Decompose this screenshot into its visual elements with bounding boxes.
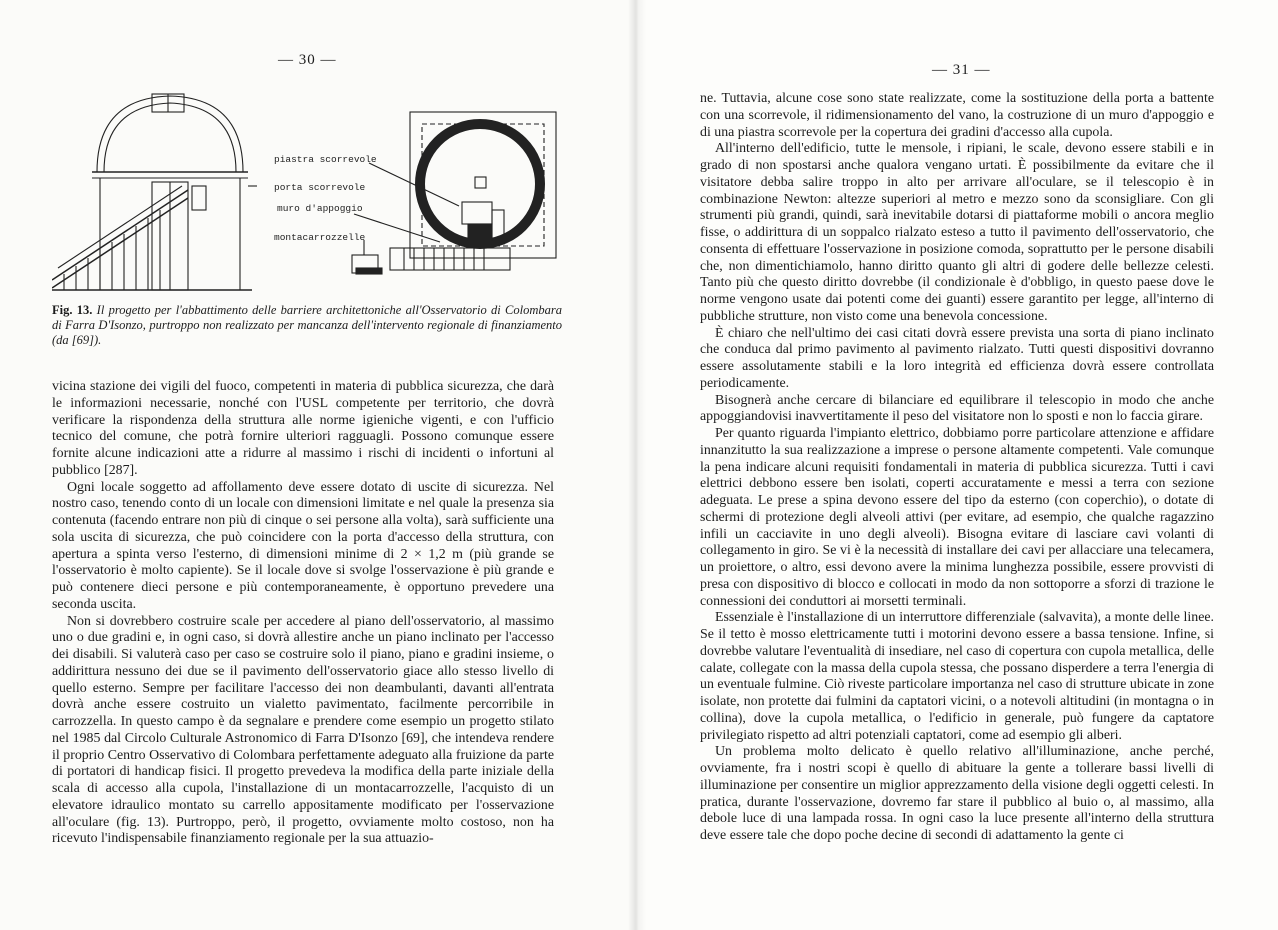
- right-body-text: [700, 91, 1214, 845]
- paragraph: ne. Tuttavia, alcune cose sono state realizzate, come la sostituzione della porta a battente con una scorrevole, il ridimensionamento del vano, la costruzione di un muro d'appoggio e di una piastra scorrevole per la copertura dei gradini d'accesso alla cupola.: [700, 91, 1214, 140]
- figure-13: [52, 90, 562, 295]
- label-piastra: piastra scorrevole: [274, 154, 377, 165]
- paragraph: Essenziale è l'installazione di un interruttore differenziale (salvavita), a monte delle linee. Se il tetto è mosso elettricamente tutti i motorini devono essere a bassa tensione. Infine, si dovrebbe valutare l'eventualità di insediare, nel caso di copertura con cupola metallica, delle calate, collegate con la massa della cupola stessa, che possano disperdere a terra l'energia di un eventuale fulmine. Ciò riveste particolare importanza nel caso di strutture ubicate in zone isolate, non protette dai fulmini da captatori vicini, o a notevoli altitudini (in montagna o in collina), dove la cupola metallica, o l'edificio in generale, può fungere da captatore privilegiato rispetto ad altri potenziali captatori, come ad esempio gli alberi.: [700, 610, 1214, 743]
- paragraph: Bisognerà anche cercare di bilanciare ed equilibrare il telescopio in modo che anche appoggiandovisi inavvertitamente il peso del visitatore non lo sposti e non lo faccia girare.: [700, 392, 1214, 425]
- paragraph: Non si dovrebbero costruire scale per accedere al piano dell'osservatorio, al massimo uno o due gradini e, in ogni caso, si dovrà allestire anche un piano inclinato per l'accesso dei disabili. Si valuterà caso per caso se costruire solo il piano, piano e gradini insieme, o addirittura nessuno dei due se il pavimento dell'osservatorio giace allo stesso livello di quello esterno. Sempre per facilitare l'accesso dei non deambulanti, davanti all'entrata dovrà anche essere costruito un vialetto pavimentato, facilmente percorribile in carrozzella. In questo campo è da segnalare e prendere come esempio un progetto stilato nel 1985 dal Circolo Culturale Astronomico di Farra D'Isonzo [69], che intendeva rendere il proprio Centro Osservativo di Colombara perfettamente adeguato alla fruizione da parte di portatori di handicap fisici. Il progetto prevedeva la modifica della parte iniziale della scala di accesso alla cupola, l'installazione di un montacarrozzelle, l'acquisto di un elevatore idraulico montato su carrello appositamente modificato per l'osservazione all'oculare (fig. 13). Purtroppo, però, il progetto, ovviamente molto costoso, non ha ricevuto l'indispensabile finanziamento regionale per la sua attuazio-: [52, 613, 554, 847]
- paragraph: È chiaro che nell'ultimo dei casi citati dovrà essere prevista una sorta di piano inclinato che conduca dal primo pavimento al pavimento rialzato. Tutti questi dispositivi dovranno essere assolutamente stabili e la loro integrità ed efficienza dovrà essere controllata periodicamente.: [700, 325, 1214, 391]
- pier: [475, 177, 486, 188]
- label-porta: porta scorrevole: [274, 182, 366, 193]
- label-muro: muro d'appoggio: [277, 203, 363, 214]
- paragraph: Un problema molto delicato è quello relativo all'illuminazione, anche perché, ovviamente, fra i nostri scopi è quello di abituare la gente a tollerare bassi livelli di illuminazione per consentire un miglior apprezzamento della visione degli oggetti celesti. In pratica, durante l'osservazione, dovremo far stare il pubblico al buio o, al massimo, alla debole luce di una lampada rossa. In ogni caso la luce presente all'interno della struttura deve essere tale che dopo poche decine di secondi di adattamento la gente ci: [700, 744, 1214, 843]
- page-number-right: — 31 —: [932, 62, 991, 78]
- caption-label: Fig. 13.: [52, 303, 93, 317]
- book-gutter: [628, 0, 646, 930]
- sliding-door: [462, 202, 492, 224]
- left-page: [0, 0, 636, 930]
- stairs-plan: [390, 248, 510, 270]
- paragraph: vicina stazione dei vigili del fuoco, competenti in materia di pubblica sicurezza, che darà le informazioni necessarie, nonché con l'USL competente per territorio, che dovrà verificare la rispondenza della struttura alle norme igieniche vigenti, e con l'ufficio tecnico del comune, che potrà fornire ulteriori ragguagli. Possono comunque essere fornite alcune indicazioni atte a ridurre al massimo i rischi di incidenti o infortuni al pubblico [287].: [52, 379, 554, 478]
- observatory-drawing: [52, 90, 562, 295]
- label-montacarrozzelle: montacarrozzelle: [274, 232, 366, 243]
- paragraph: Ogni locale soggetto ad affollamento deve essere dotato di uscite di sicurezza. Nel nostro caso, tenendo conto di un locale con dimensioni limitate e nel quale la presenza sia contenuta (facendo entrare non più di cinque o sei persone alla volta), sarà sufficiente una sola uscita di sicurezza, che può coincidere con la porta d'accesso della struttura, con apertura a spinta verso l'esterno, di dimensioni minime di 2 × 1,2 m (più grande se l'osservatorio è molto capiente). Se il locale dove si svolge l'osservazione è più grande e può contenere dieci persone e più contemporaneamente, è opportuno prevedere una seconda uscita.: [52, 479, 554, 612]
- figure-caption: [52, 303, 562, 348]
- page-number-left: — 30 —: [278, 52, 337, 68]
- right-page: [636, 0, 1278, 930]
- dome-outline: [97, 96, 243, 172]
- caption-text: Il progetto per l'abbattimento delle barriere architettoniche all'Osservatorio di Colombara di Farra D'Isonzo, purtroppo non realizzato per mancanza dell'intervento regionale di finanziamento (da [69]).: [52, 303, 563, 347]
- paragraph: Per quanto riguarda l'impianto elettrico, dobbiamo porre particolare attenzione e affidare innanzitutto la sua realizzazione a imprese o persone altamente competenti. Vale comunque la pena indicare alcuni requisiti fondamentali in materia di pubblica sicurezza. Tutti i cavi elettrici debbono essere ben isolati, coperti accuratamente e messi a terra con sezione adeguata. Le prese a spina devono essere del tipo da esterno (con coperchio), o dotate di schermi di protezione degli alveoli attivi (per evitare, ad esempio, che qualche ragazzino infili un cacciavite in uno degli alveoli). Bisogna evitare di lasciare cavi volanti di collegamento in giro. Se vi è la necessità di installare dei cavi per allacciare una telecamera, un proiettore, o altro, essi devono avere la minima lunghezza possibile, essere provvisti di presa con dispositivo di blocco e collocati in modo da non sottoporre a sforzi di trazione le connessioni dei conduttori ai morsetti terminali.: [700, 426, 1214, 609]
- paragraph: All'interno dell'edificio, tutte le mensole, i ripiani, le scale, devono essere stabili e in grado di non spostarsi anche qualora vengano urtati. È possibilmente da evitare che il visitatore debba salire troppo in alto per arrivare all'oculare, se il telescopio è in combinazione Newton: altezze superiori al metro e mezzo sono da sconsigliare. Con gli strumenti più grandi, quindi, sarà inevitabile dotarsi di piattaforme mobili o ancora meglio fisse, o addirittura di un soppalco rialzato esteso a tutto il pavimento dell'osservatorio, che consenta di effettuare l'osservazione in posizione comoda, soprattutto per le persone disabili che, non dimentichiamolo, hanno diritto quanto gli altri di godere delle bellezze celesti. Tanto più che questo diritto dovrebbe (il condizionale è d'obbligo, in questo paese dove le norme vengono usate dai potenti come dei guanti) essere garantito per legge, all'interno di pubbliche strutture, non visto come una benevola concessione.: [700, 141, 1214, 324]
- left-body-text: [52, 379, 554, 848]
